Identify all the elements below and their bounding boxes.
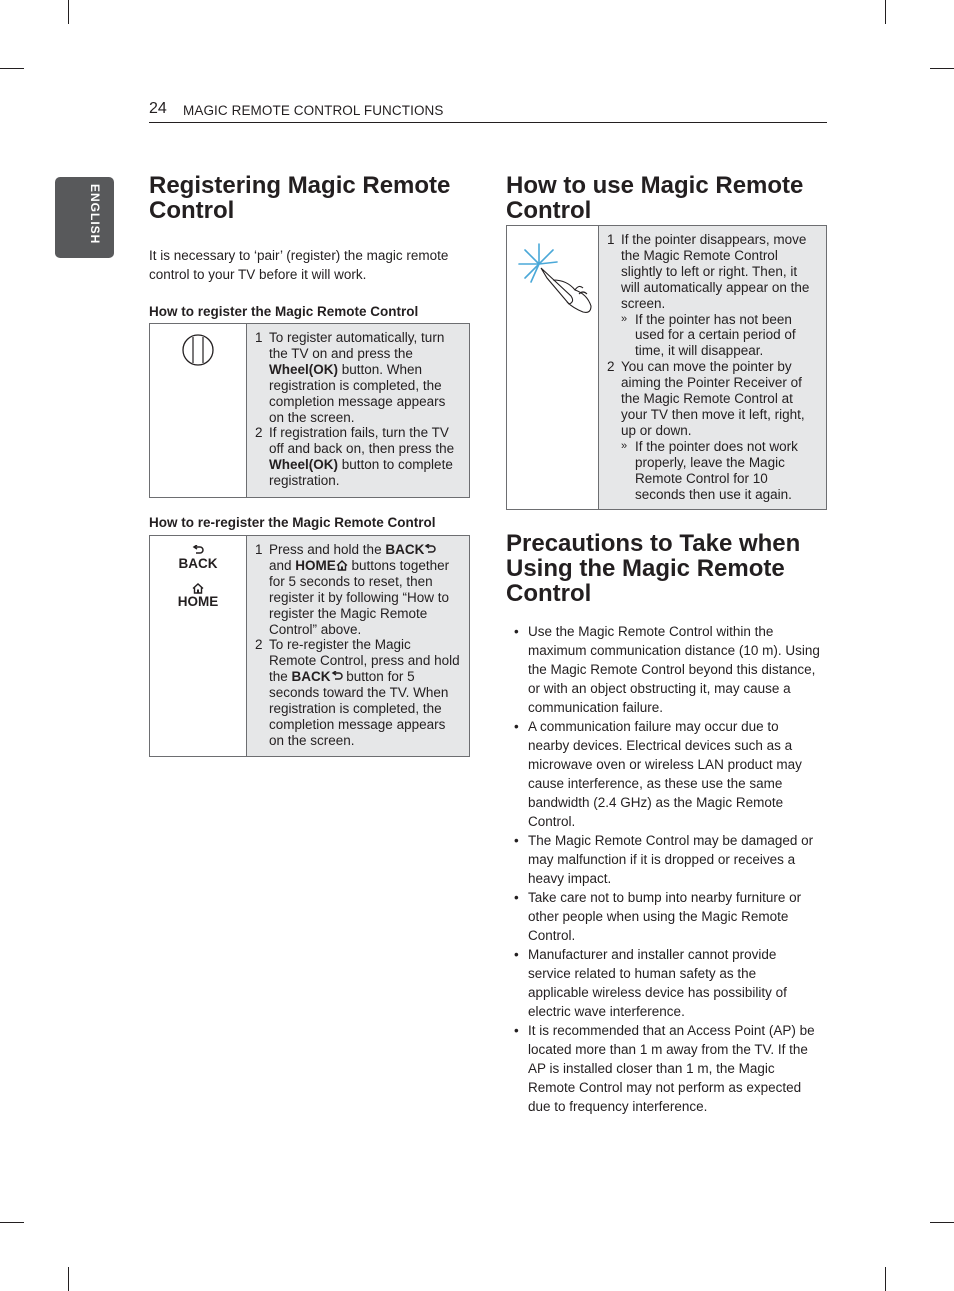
crop-mark — [930, 68, 954, 69]
home-icon — [192, 583, 204, 594]
language-label: ENGLISH — [88, 184, 102, 245]
how-to-use-steps — [607, 232, 818, 502]
reregister-table — [149, 535, 470, 757]
reregister-step-1: 1 Press and hold the BACK and HOME buttons together for 5 seconds to reset, then register it by following “How to register the Magic Remote Control” above. — [255, 542, 450, 637]
crop-mark — [930, 1222, 954, 1223]
home-button-label-group — [150, 583, 246, 609]
crop-mark — [885, 0, 886, 24]
reregister-step-2: 2 To re-register the Magic Remote Control, press and hold the BACK button for 5 seconds toward the TV. When registration is completed, the completion message appears on the screen. — [255, 637, 460, 748]
crop-mark — [68, 0, 69, 24]
back-icon — [331, 671, 343, 682]
language-tab — [55, 177, 114, 258]
how-to-use-steps-cell — [599, 226, 826, 509]
register-steps — [255, 330, 461, 489]
list-item: • Manufacturer and installer cannot provide service related to human safety as the applicable wireless device has possibility of electric wave interference. — [514, 947, 787, 1019]
how-to-use-title: How to use Magic Remote Control — [506, 172, 804, 224]
home-label: HOME — [177, 594, 219, 609]
crop-mark — [0, 68, 24, 69]
list-item: • A communication failure may occur due to nearby devices. Electrical devices such as a microwave oven or wireless LAN product may cause interference, as these use the same bandwidth (2.4 GHz) as the Magic Remote Control. — [514, 719, 802, 829]
registering-title: Registering Magic Remote Control — [149, 172, 451, 224]
crop-mark — [0, 1222, 24, 1223]
wheel-button-icon — [182, 334, 214, 366]
register-step-2: 2 If registration fails, turn the TV off and back on, then press the Wheel(OK) button to complete registration. — [255, 425, 455, 489]
back-label: BACK — [178, 556, 218, 571]
back-icon — [192, 545, 204, 556]
register-icon-cell — [150, 324, 247, 497]
list-item: • Take care not to bump into nearby furniture or other people when using the Magic Remote Control. — [514, 890, 802, 943]
list-item: • It is recommended that an Access Point (AP) be located more than 1 m away from the TV. If the AP is installed closer than 1 m, the Magic Remote Control may not perform as expected due to frequency interference. — [514, 1023, 815, 1114]
list-item: • The Magic Remote Control may be damaged or may malfunction if it is dropped or receives a heavy impact. — [514, 833, 814, 886]
crop-mark — [885, 1267, 886, 1291]
precautions-list — [514, 622, 820, 1116]
use-step-1-note: » If the pointer has not been used for a certain period of time, it will disappear. — [621, 311, 796, 359]
use-step-2-note: » If the pointer does not work properly, leave the Magic Remote Control for 10 seconds then use it again. — [621, 438, 798, 502]
registering-intro: It is necessary to ‘pair’ (register) the magic remote control to your TV before it will work. — [149, 248, 449, 282]
use-step-1: 1 If the pointer disappears, move the Magic Remote Control slightly to left or right. Then, it will automatically appear on the screen. » If the pointer has not been used for a certain period of time, it will disappear. — [607, 232, 818, 359]
register-step-1: 1 To register automatically, turn the TV on and press the Wheel(OK) button. When registration is completed, the completion message appears on the screen. — [255, 330, 446, 425]
reregister-steps — [255, 542, 461, 749]
how-to-use-icon-cell — [507, 226, 599, 509]
precautions-title: Precautions to Take when Using the Magic Remote Control — [506, 530, 801, 607]
register-table — [149, 323, 470, 498]
reregister-heading: How to re-register the Magic Remote Control — [149, 515, 436, 530]
page-number: 24 — [149, 100, 167, 117]
register-heading: How to register the Magic Remote Control — [149, 304, 419, 319]
how-to-use-table — [506, 225, 827, 510]
page-header — [149, 100, 827, 123]
register-steps-cell — [247, 324, 469, 497]
home-icon — [336, 560, 348, 571]
pointing-remote-icon — [517, 240, 595, 320]
list-item: • Use the Magic Remote Control within the maximum communication distance (10 m). Using the Magic Remote Control beyond this distance, or with an object obstructing it, may cause a communication failure. — [514, 624, 820, 715]
crop-mark — [68, 1267, 69, 1291]
back-button-label-group — [150, 545, 246, 571]
reregister-icon-cell — [150, 536, 247, 756]
use-step-2: 2 You can move the pointer by aiming the Pointer Receiver of the Magic Remote Control at your TV then move it left, right, up or down. » If the pointer does not work properly, leave the Magic Remote Control for 10 seconds then use it again. — [607, 359, 818, 502]
reregister-steps-cell — [247, 536, 469, 756]
back-icon — [424, 544, 436, 555]
section-title: MAGIC REMOTE CONTROL FUNCTIONS — [183, 103, 444, 118]
